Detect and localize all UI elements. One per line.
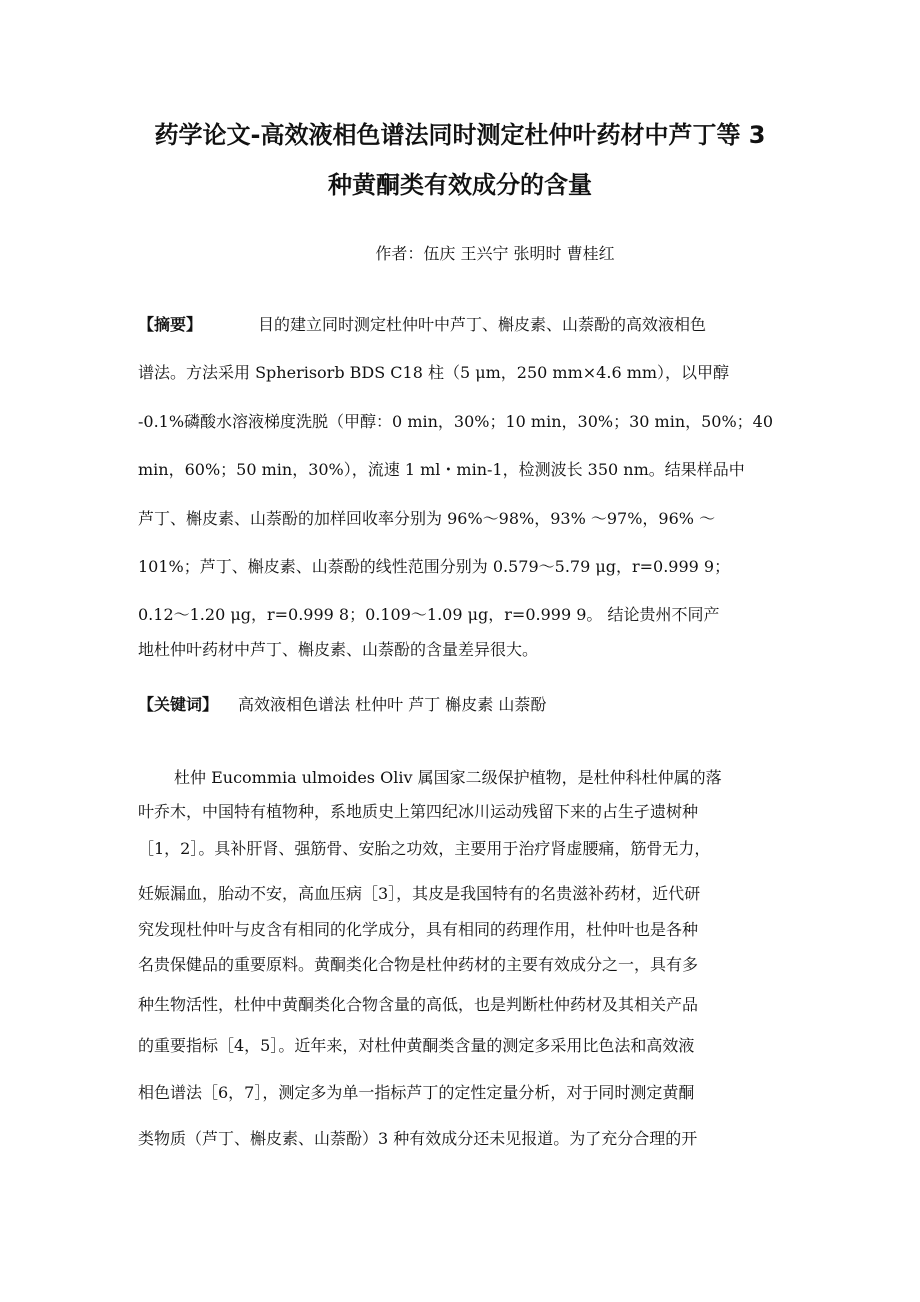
abstract-line: 101%；芦丁、槲皮素、山萘酚的线性范围分别为 0.579～5.79 μg，r=0.999 9； (138, 557, 731, 576)
body-line: ［1，2］。具补肝肾、强筋骨、安胎之功效，主要用于治疗肾虚腰痛，筋骨无力， (138, 839, 711, 858)
body-line: 种生物活性，杜仲中黄酮类化合物含量的高低，也是判断杜仲药材及其相关产品 (138, 995, 699, 1014)
abstract-line: 地杜仲叶药材中芦丁、槲皮素、山萘酚的含量差异很大。 (138, 640, 539, 659)
title-line-1: 药学论文-高效液相色谱法同时测定杜仲叶药材中芦丁等 3 (154, 121, 766, 149)
abstract-line: min，60%；50 min，30%），流速 1 ml・min-1，检测波长 350 nm。结果样品中 (138, 460, 745, 479)
body-line: 相色谱法［6，7］，测定多为单一指标芦丁的定性定量分析，对于同时测定黄酮 (138, 1083, 695, 1102)
abstract-line: 芦丁、槲皮素、山萘酚的加样回收率分别为 96%～98%，93% ～97%，96% ～ (138, 509, 716, 528)
body-line (138, 767, 722, 789)
abstract-label: 【摘要】 (138, 315, 203, 334)
body-line: 名贵保健品的重要原料。黄酮类化合物是杜仲药材的主要有效成分之一，具有多 (138, 955, 699, 974)
abstract-line: -0.1%磷酸水溶液梯度洗脱（甲醇：0 min，30%；10 min，30%；30 min，50%；40 (138, 412, 774, 431)
body-line: 妊娠漏血，胎动不安，高血压病［3］，其皮是我国特有的名贵滋补药材，近代研 (138, 884, 701, 903)
abstract-line: 谱法。方法采用 Spherisorb BDS C18 柱（5 μm，250 mm×4.6 mm），以甲醇 (138, 363, 730, 382)
abstract-text: 目的建立同时测定杜仲叶中芦丁、槲皮素、山萘酚的高效液相色 (258, 315, 707, 334)
keywords-label: 【关键词】 (138, 695, 219, 714)
body-line-text: 杜仲 Eucommia ulmoides Oliv 属国家二级保护植物，是杜仲科杜仲属的落 (174, 768, 722, 787)
abstract-line (138, 314, 706, 336)
body-line: 叶乔木，中国特有植物种，系地质史上第四纪冰川运动残留下来的占生孑遗树种 (138, 802, 699, 821)
abstract-line: 0.12～1.20 μg，r=0.999 8；0.109～1.09 μg，r=0.999 9。 结论贵州不同产 (138, 605, 720, 624)
body-line: 究发现杜仲叶与皮含有相同的化学成分，具有相同的药理作用，杜仲叶也是各种 (138, 920, 699, 939)
keywords-section (138, 694, 546, 716)
title-line-2: 种黄酮类有效成分的含量 (328, 171, 592, 199)
body-line: 的重要指标［4，5］。近年来，对杜仲黄酮类含量的测定多采用比色法和高效液 (138, 1036, 695, 1055)
body-line: 类物质（芦丁、槲皮素、山萘酚）3 种有效成分还未见报道。为了充分合理的开 (138, 1129, 698, 1148)
authors: 作者：伍庆 王兴宁 张明时 曹桂红 (375, 244, 615, 263)
keywords-text: 高效液相色谱法 杜仲叶 芦丁 槲皮素 山萘酚 (238, 695, 547, 714)
